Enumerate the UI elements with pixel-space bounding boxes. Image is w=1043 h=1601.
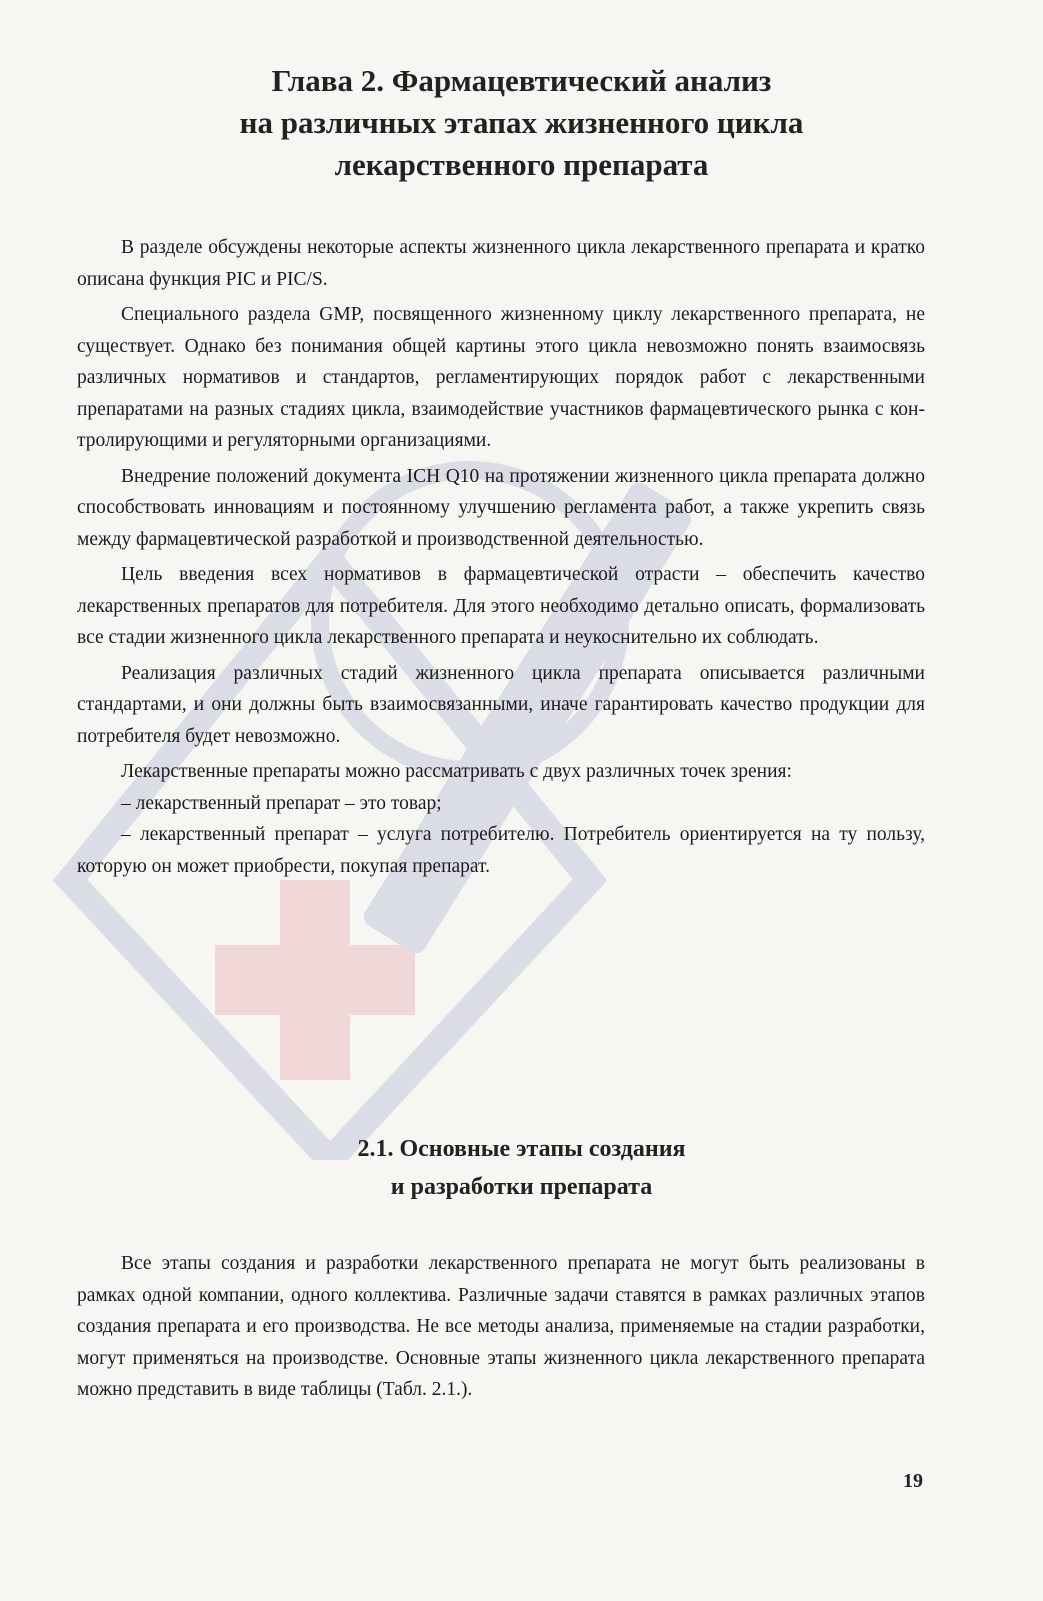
chapter-title — [120, 60, 923, 186]
chapter-title-line: лекарственного препарата — [334, 147, 709, 182]
dash-list-item: – лекарственный препарат – услуга потребителю. Потребитель ориентируется на ту пользу, которую он может приобрести, покупая препарат. — [77, 824, 925, 877]
section-title — [120, 1130, 923, 1206]
paragraph: Все этапы создания и разработки лекарственного препарата не могут быть реализованы в рамках одной компании, одного коллектива. Различные задачи ставятся в рамках различных этапов создания препарата и его производства. Не все методы анализа, применяемые на стадии разработки, могут применяться на производстве. Основные этапы жизненного цикла лекарственного препарата можно представить в виде таблицы (Табл. 2.1.). — [77, 1253, 925, 1400]
section-title-line: 2.1. Основные этапы создания — [357, 1136, 686, 1162]
paragraph: Лекарственные препараты можно рассматривать с двух различных точек зрения: — [121, 761, 792, 782]
paragraph: В разделе обсуждены некоторые аспекты жизненного цикла лекарственного препарата и кратко описана функция PIC и PIC/S. — [77, 237, 925, 290]
paragraph: Внедрение положений документа ICH Q10 на протяжении жизненного цикла препарата должно способствовать инновациям и постоянному улучшению регламента работ, а также укрепить связь между фармацевтической разработкой и производственной деятельностью. — [77, 465, 925, 550]
paragraph: Специального раздела GMP, посвященного жизненному циклу лекарственного препарата, не существует. Однако без понимания общей картины этого цикла невозможно понять взаимосвязь различных нормативов и стандартов, регламентирующих порядок работ с лекарственными препаратами на разных стадиях цикла, взаимодействие участников фармацевтического рынка с контролирующими и регуляторными организациями. — [77, 304, 925, 451]
watermark-cross-icon — [280, 880, 350, 1080]
chapter-title-line: на различных этапах жизненного цикла — [239, 105, 804, 140]
paragraph: Реализация различных стадий жизненного цикла препарата описывается различными стандартами, и они должны быть взаимосвязанными, иначе гарантировать качество продукции для потребителя будет невозможно. — [77, 662, 925, 747]
paragraph: Цель введения всех нормативов в фармацевтической отрасти – обеспечить качество лекарственных препаратов для потребителя. Для этого необходимо детально описать, формализовать все стадии жизненного цикла лекарственного препарата и неукоснительно их соблюдать. — [77, 564, 925, 648]
chapter-title-line: Глава 2. Фармацевтический анализ — [271, 63, 772, 98]
intro-text — [77, 232, 925, 882]
dash-list-item: – лекарственный препарат – это товар; — [121, 792, 442, 814]
section-title-line: и разработки препарата — [390, 1174, 653, 1200]
page-number: 19 — [903, 1470, 923, 1492]
section-text — [77, 1248, 925, 1406]
